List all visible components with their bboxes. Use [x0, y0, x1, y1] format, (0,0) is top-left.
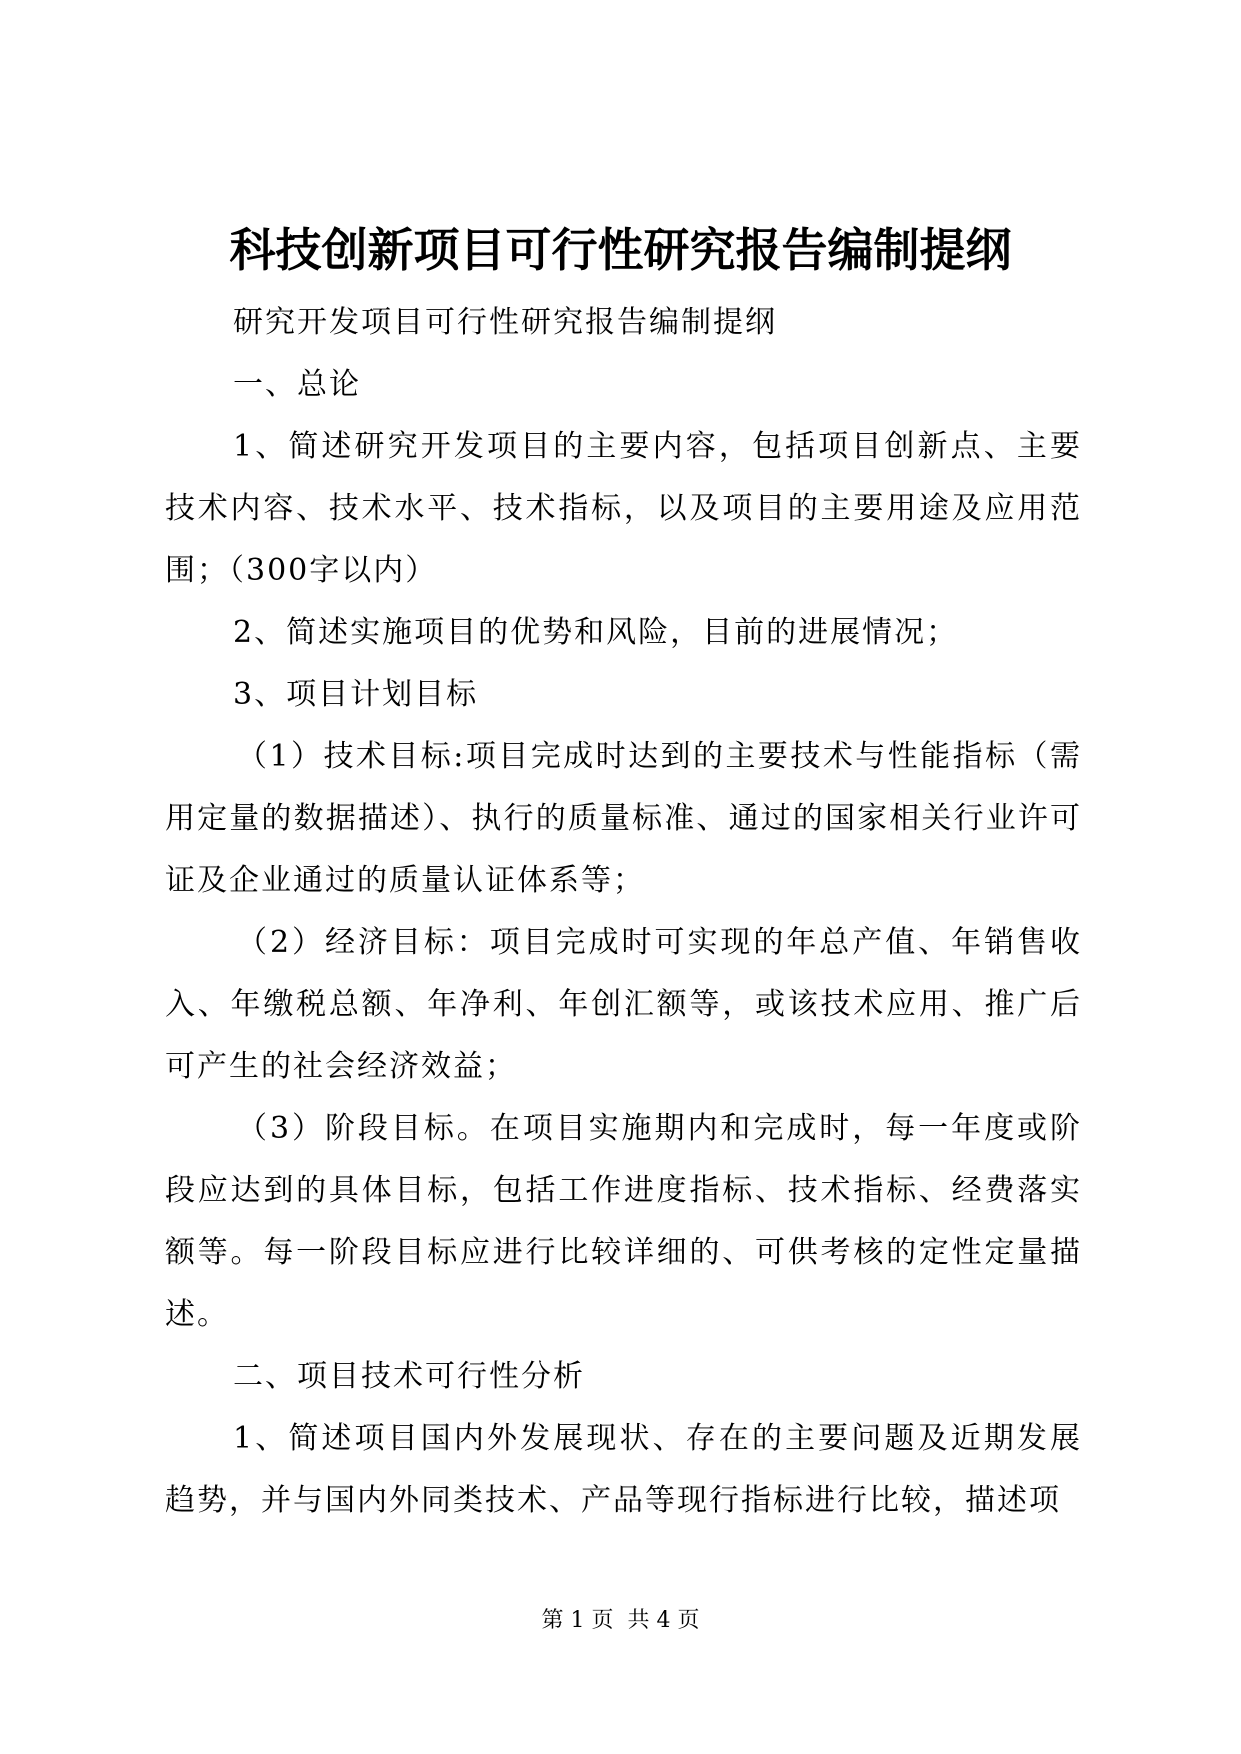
- paragraph-subtitle: 研究开发项目可行性研究报告编制提纲: [233, 305, 777, 340]
- paragraph-item-2: 2、简述实施项目的优势和风险，目前的进展情况；: [233, 615, 959, 650]
- paragraph-economic-goal: （2）经济目标：项目完成时可实现的年总产值、年销售收入、年缴税总额、年净利、年创汇额等，或该技术应用、推广后可产生的社会经济效益；: [165, 925, 1082, 1084]
- document-title: 科技创新项目可行性研究报告编制提纲: [229, 223, 1012, 277]
- paragraph-section-2-heading: 二、项目技术可行性分析: [233, 1359, 585, 1394]
- paragraph-technical-goal: （1）技术目标:项目完成时达到的主要技术与性能指标（需用定量的数据描述）、执行的质量标准、通过的国家相关行业许可证及企业通过的质量认证体系等；: [165, 739, 1082, 898]
- paragraph-item-3: 3、项目计划目标: [233, 677, 479, 712]
- page-number-footer: 第 1 页 共 4 页: [541, 1608, 700, 1633]
- paragraph-section-1-heading: 一、总论: [233, 367, 361, 402]
- paragraph-item-1: 1、简述研究开发项目的主要内容，包括项目创新点、主要技术内容、技术水平、技术指标，以及项目的主要用途及应用范围；（300字以内）: [165, 429, 1082, 588]
- paragraph-stage-goal: （3）阶段目标。在项目实施期内和完成时，每一年度或阶段应达到的具体目标，包括工作进度指标、技术指标、经费落实额等。每一阶段目标应进行比较详细的、可供考核的定性定量描述。: [165, 1111, 1082, 1332]
- paragraph-section-2-item-1: 1、简述项目国内外发展现状、存在的主要问题及近期发展趋势，并与国内外同类技术、产品等现行指标进行比较，描述项: [165, 1421, 1082, 1518]
- document-body: [165, 292, 1082, 1532]
